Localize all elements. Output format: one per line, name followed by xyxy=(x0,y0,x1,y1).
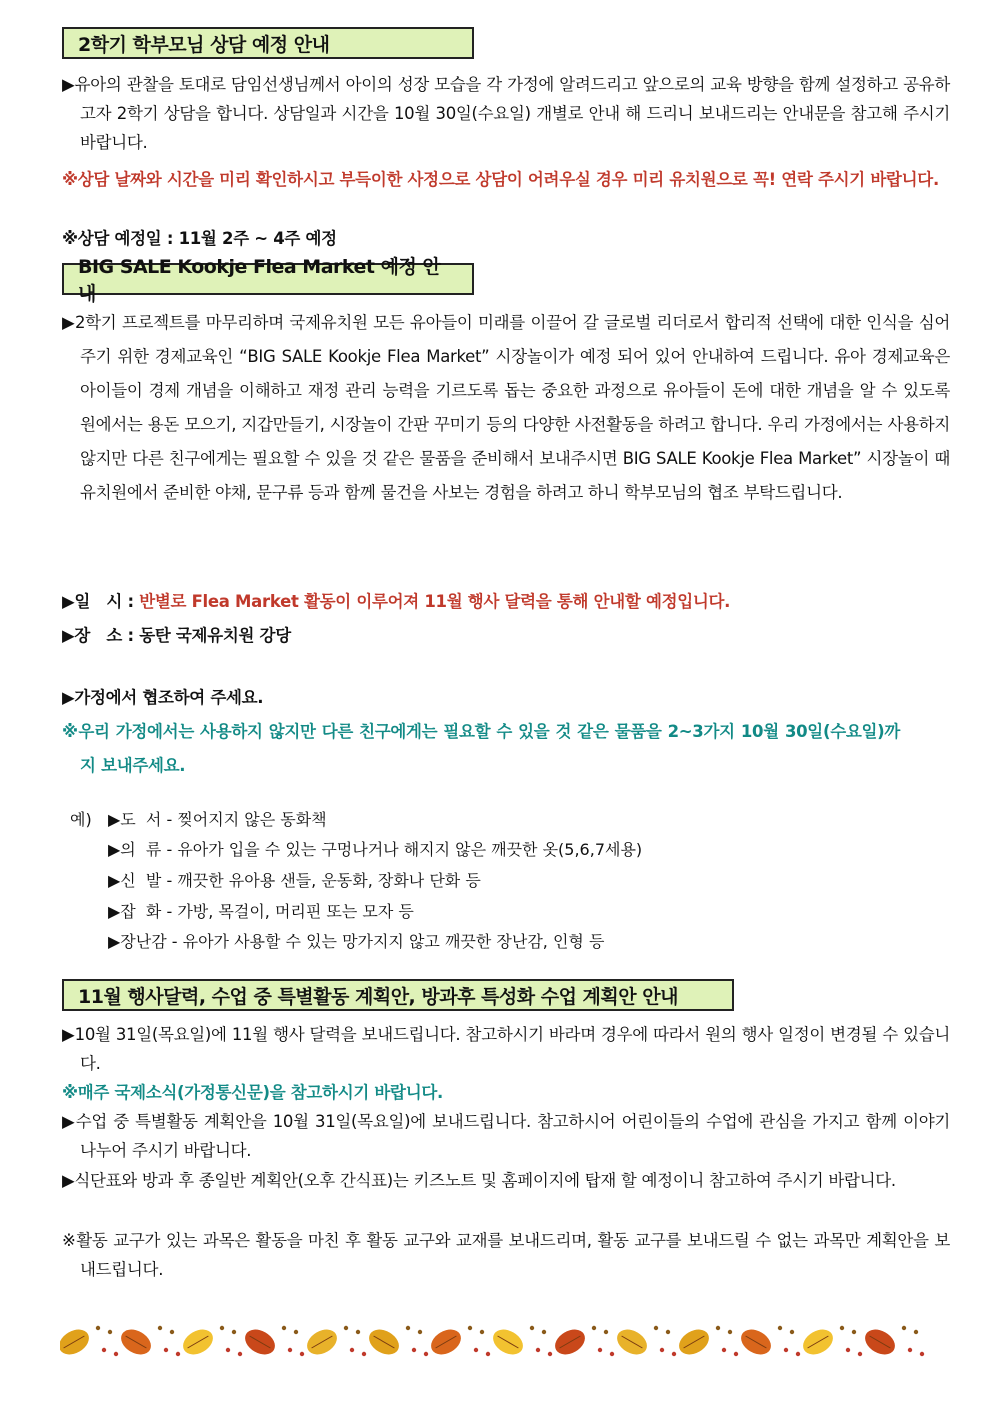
berry-dot xyxy=(406,1326,410,1330)
berry-dot xyxy=(108,1330,112,1334)
berry-dot xyxy=(548,1352,552,1356)
berry-dot xyxy=(902,1326,906,1330)
berry-dot xyxy=(220,1326,224,1330)
newsletter-note: ※매주 국제소식(가정통신문)을 참고하시기 바랍니다. xyxy=(62,1083,443,1102)
berry-dot xyxy=(158,1326,162,1330)
materials-note: ※활동 교구가 있는 과목은 활동을 마친 후 활동 교구와 교재를 보내드리며, 활동 교구를 보내드릴 수 없는 과목만 계획안을 보내드립니다. xyxy=(62,1231,950,1279)
berry-dot xyxy=(480,1330,484,1334)
berry-dot xyxy=(300,1352,304,1356)
example-item: ▶신 발 - 깨끗한 유아용 샌들, 운동화, 장화나 단화 등 xyxy=(108,871,481,890)
berry-dot xyxy=(796,1352,800,1356)
berry-dot xyxy=(840,1326,844,1330)
berry-dot xyxy=(412,1348,416,1352)
berry-dot xyxy=(114,1352,118,1356)
berry-dot xyxy=(672,1352,676,1356)
berry-dot xyxy=(728,1330,732,1334)
section-title: 11월 행사달력, 수업 중 특별활동 계획안, 방과후 특성화 수업 계획안 안내 xyxy=(78,985,678,1008)
berry-dot xyxy=(530,1326,534,1330)
activity-plan-paragraph: ▶수업 중 특별활동 계획안을 10월 31일(목요일)에 보내드립니다. 참고하시어 어린이들의 수업에 관심을 가지고 함께 이야기 나누어 주시기 바랍니다. xyxy=(62,1112,950,1160)
berry-dot xyxy=(542,1330,546,1334)
berry-dot xyxy=(666,1330,670,1334)
berry-dot xyxy=(858,1352,862,1356)
leaf-icon xyxy=(60,1324,93,1359)
section-title: 2학기 학부모님 상담 예정 안내 xyxy=(78,33,330,56)
berry-dot xyxy=(734,1352,738,1356)
berry-dot xyxy=(592,1326,596,1330)
berry-dot xyxy=(784,1348,788,1352)
berry-dot xyxy=(424,1352,428,1356)
example-item: ▶도 서 - 찢어지지 않은 동화책 xyxy=(108,810,327,829)
berry-dot xyxy=(164,1348,168,1352)
berry-dot xyxy=(226,1348,230,1352)
example-item: ▶의 류 - 유아가 입을 수 있는 구멍나거나 해지지 않은 깨끗한 옷(5,6,7세용) xyxy=(108,840,643,859)
section-title: BIG SALE Kookje Flea Market 예정 안내 xyxy=(78,256,441,305)
berry-dot xyxy=(920,1352,924,1356)
example-item: ▶장난감 - 유아가 사용할 수 있는 망가지지 않고 깨끗한 장난감, 인형 등 xyxy=(108,932,605,951)
berry-dot xyxy=(660,1348,664,1352)
berry-dot xyxy=(598,1348,602,1352)
section-header-flea-market xyxy=(62,256,474,305)
berry-dot xyxy=(486,1352,490,1356)
time-value: 반별로 Flea Market 활동이 이루어져 11월 행사 달력을 통해 안내할 예정입니다. xyxy=(139,592,731,611)
example-prefix: 예) xyxy=(70,810,92,829)
berry-dot xyxy=(232,1330,236,1334)
berry-dot xyxy=(908,1348,912,1352)
berry-dot xyxy=(294,1330,298,1334)
berry-dot xyxy=(468,1326,472,1330)
menu-paragraph: ▶식단표와 방과 후 종일반 계획안(오후 간식표)는 키즈노트 및 홈페이지에 탑재 할 예정이니 참고하여 주시기 바랍니다. xyxy=(62,1171,896,1190)
section-header-november xyxy=(62,979,734,1011)
berry-dot xyxy=(282,1326,286,1330)
cooperation-note: ※우리 가정에서는 사용하지 않지만 다른 친구에게는 필요할 수 있을 것 같은 물품을 2~3가지 10월 30일(수요일)까지 보내주세요. xyxy=(62,722,900,775)
flea-market-place: ▶장 소 : 동탄 국제유치원 강당 xyxy=(62,626,291,645)
calendar-paragraph: ▶10월 31일(목요일)에 11월 행사 달력을 보내드립니다. 참고하시기 바라며 경우에 따라서 원의 행사 일정이 변경될 수 있습니다. xyxy=(62,1025,950,1073)
berry-dot xyxy=(536,1348,540,1352)
time-label: ▶일 시 : xyxy=(62,592,134,611)
berry-dot xyxy=(362,1352,366,1356)
section-header-consultation xyxy=(62,27,474,59)
consultation-note: ※상담 날짜와 시간을 미리 확인하시고 부득이한 사정으로 상담이 어려우실 경우 미리 유치원으로 꼭! 연락 주시기 바랍니다. xyxy=(62,170,939,189)
consultation-paragraph: ▶유아의 관찰을 토대로 담임선생님께서 아이의 성장 모습을 각 가정에 알려드리고 앞으로의 교육 방향을 함께 설정하고 공유하고자 2학기 상담을 합니다. 상담일과 시간을 10월 30일(수요일) 개별로 안내 해 드리니 보내드리는 안내문을 참고해 주시기 바랍니다. xyxy=(62,75,950,152)
berry-dot xyxy=(722,1348,726,1352)
berry-dot xyxy=(846,1348,850,1352)
berry-dot xyxy=(170,1330,174,1334)
berry-dot xyxy=(238,1352,242,1356)
berry-dot xyxy=(176,1352,180,1356)
berry-dot xyxy=(418,1330,422,1334)
berry-dot xyxy=(350,1348,354,1352)
berry-dot xyxy=(474,1348,478,1352)
flea-market-paragraph: ▶2학기 프로젝트를 마무리하며 국제유치원 모든 유아들이 미래를 이끌어 갈 글로벌 리더로서 합리적 선택에 대한 인식을 심어주기 위한 경제교육인 “BIG SALE Kookje Flea Market” 시장놀이가 예정 되어 있어 안내하여 드립니다. 유아 경제교육은 아이들이 경제 개념을 이해하고 재정 관리 능력을 기르도록 돕는 중요한 과정으로 유아들이 돈에 대한 개념을 알 수 있도록 원에서는 용돈 모으기, 지갑만들기, 시장놀이 간판 꾸미기 등의 다양한 사전활동을 하려고 합니다. 우리 가정에서는 사용하지 않지만 다른 친구에게는 필요할 수 있을 것 같은 물품을 준비해서 보내주시면 BIG SALE Kookje Flea Market” 시장놀이 때 유치원에서 준비한 야채, 문구류 등과 함께 물건을 사보는 경험을 하려고 하니 학부모님의 협조 부탁드립니다. xyxy=(62,313,950,502)
consultation-schedule: ※상담 예정일 : 11월 2주 ~ 4주 예정 xyxy=(62,229,337,248)
berry-dot xyxy=(610,1352,614,1356)
example-item: ▶잡 화 - 가방, 목걸이, 머리핀 또는 모자 등 xyxy=(108,902,414,921)
berry-dot xyxy=(790,1330,794,1334)
autumn-leaves-border xyxy=(60,1318,932,1364)
berry-dot xyxy=(102,1348,106,1352)
flea-market-time xyxy=(62,585,932,619)
berry-dot xyxy=(356,1330,360,1334)
berry-dot xyxy=(778,1326,782,1330)
berry-dot xyxy=(852,1330,856,1334)
berry-dot xyxy=(288,1348,292,1352)
berry-dot xyxy=(96,1326,100,1330)
cooperation-heading: ▶가정에서 협조하여 주세요. xyxy=(62,688,264,707)
berry-dot xyxy=(604,1330,608,1334)
berry-dot xyxy=(716,1326,720,1330)
berry-dot xyxy=(914,1330,918,1334)
berry-dot xyxy=(344,1326,348,1330)
berry-dot xyxy=(654,1326,658,1330)
